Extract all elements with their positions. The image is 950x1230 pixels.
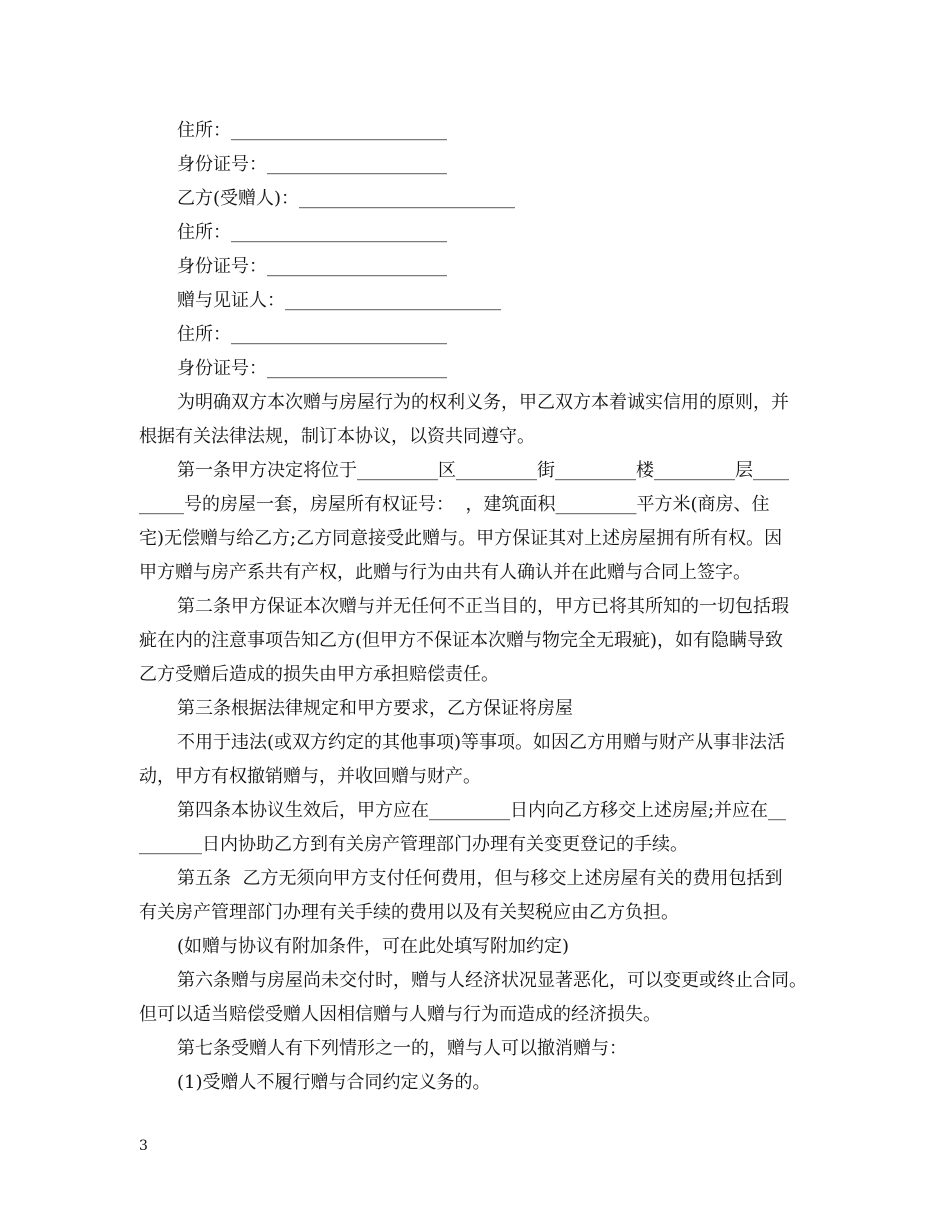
donor-address-line: 住所：________________________	[177, 120, 447, 141]
additional-conditions-line: (如赠与协议有附加条件，可在此处填写附加约定)	[177, 936, 570, 957]
witness-id-number-line: 身份证号：____________________	[177, 358, 447, 379]
article-4-line-2: _______日内协助乙方到有关房产管理部门办理有关变更登记的手续。	[139, 834, 688, 855]
article-2-line-3: 乙方受赠后造成的损失由甲方承担赔偿责任。	[139, 664, 499, 685]
article-3-line-3: 动，甲方有权撤销赠与，并收回赠与财产。	[139, 766, 481, 787]
recipient-id-number-line: 身份证号：____________________	[177, 256, 447, 277]
article-4-line-1: 第四条本协议生效后，甲方应在_________日内向乙方移交上述房屋;并应在__	[177, 800, 787, 821]
article-1-line-4: 甲方赠与房产系共有产权，此赠与行为由共有人确认并在此赠与合同上签字。	[139, 562, 751, 583]
article-5-line-2: 有关房产管理部门办理有关手续的费用以及有关契税应由乙方负担。	[139, 902, 679, 923]
article-7-item-1: (1)受赠人不履行赠与合同约定义务的。	[177, 1072, 491, 1093]
preamble-line-2: 根据有关法律法规，制订本协议，以资共同遵守。	[139, 426, 535, 447]
witness-address-line: 住所：________________________	[177, 324, 447, 345]
article-1-line-2: _____号的房屋一套，房屋所有权证号： ，建筑面积_________平方米(商房、住	[139, 494, 770, 515]
witness-line: 赠与见证人：________________________	[177, 290, 501, 311]
article-2-line-1: 第二条甲方保证本次赠与并无任何不正当目的，甲方已将其所知的一切包括瑕	[177, 596, 789, 617]
preamble-line-1: 为明确双方本次赠与房屋行为的权利义务，甲乙双方本着诚实信用的原则，并	[177, 392, 789, 413]
article-3-line-2: 不用于违法(或双方约定的其他事项)等事项。如因乙方用赠与财产从事非法活	[177, 732, 786, 753]
article-5-line-1: 第五条 乙方无须向甲方支付任何费用，但与移交上述房屋有关的费用包括到	[177, 868, 783, 889]
page-number: 3	[139, 1138, 148, 1154]
article-6-line-1: 第六条赠与房屋尚未交付时，赠与人经济状况显著恶化，可以变更或终止合同。	[177, 970, 807, 991]
article-2-line-2: 疵在内的注意事项告知乙方(但甲方不保证本次赠与物完全无瑕疵)，如有隐瞒导致	[139, 630, 784, 651]
donor-id-number-line: 身份证号：____________________	[177, 154, 447, 175]
recipient-address-line: 住所：________________________	[177, 222, 447, 243]
article-6-line-2: 但可以适当赔偿受赠人因相信赠与人赠与行为而造成的经济损失。	[139, 1004, 661, 1025]
article-7-line-1: 第七条受赠人有下列情形之一的，赠与人可以撤消赠与：	[177, 1038, 627, 1059]
article-1-line-1: 第一条甲方决定将位于_________区_________街_________楼_________层____	[177, 460, 789, 481]
article-1-line-3: 宅)无偿赠与给乙方;乙方同意接受此赠与。甲方保证其对上述房屋拥有所有权。因	[139, 528, 783, 549]
article-3-line-1: 第三条根据法律规定和甲方要求，乙方保证将房屋	[177, 698, 573, 719]
recipient-line: 乙方(受赠人)：________________________	[177, 188, 516, 209]
